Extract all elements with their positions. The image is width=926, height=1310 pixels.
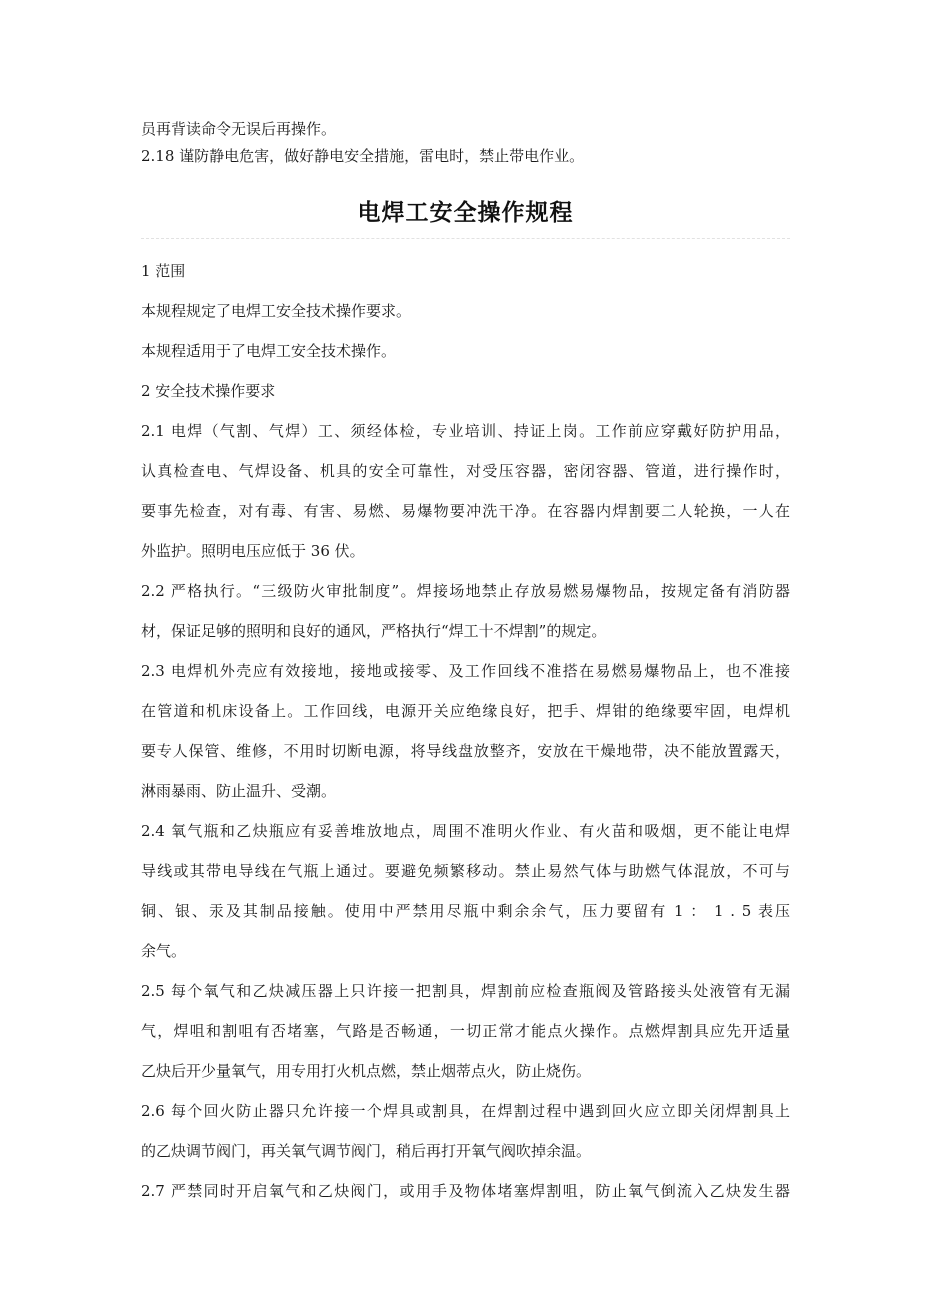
clause-2-4	[141, 811, 790, 971]
previous-section-line: 员再背读命令无误后再操作。	[141, 120, 337, 138]
text-line: 2.7 严禁同时开启氧气和乙炔阀门，或用手及物体堵塞焊割咀，防止氧气倒流入乙炔发生器	[141, 1182, 790, 1200]
text-line: 导线或其带电导线在气瓶上通过。要避免频繁移动。禁止易然气体与助燃气体混放，不可与	[141, 862, 790, 880]
text-line: 铜、银、汞及其制品接触。使用中严禁用尽瓶中剩余余气，压力要留有 1 ： 1 . 5 表压	[141, 902, 790, 920]
text-line: 淋雨暴雨、防止温升、受潮。	[141, 782, 337, 800]
clause-2-5	[141, 971, 790, 1091]
text-line: 余气。	[141, 942, 187, 960]
text-line: 乙炔后开少量氧气，用专用打火机点燃，禁止烟蒂点火，防止烧伤。	[141, 1062, 592, 1080]
document-title: 电焊工安全操作规程	[357, 200, 574, 226]
previous-section-tail	[141, 116, 801, 170]
text-line: 的乙炔调节阀门，再关氧气调节阀门，稍后再打开氧气阀吹掉余温。	[141, 1142, 592, 1160]
text-line: 2.4 氧气瓶和乙炔瓶应有妥善堆放地点，周围不准明火作业、有火苗和吸烟，更不能让电焊	[141, 822, 790, 840]
text-line: 2.5 每个氧气和乙炔减压器上只许接一把割具，焊割前应检查瓶阀及管路接头处液管有无漏	[141, 982, 790, 1000]
text-line: 2.6 每个回火防止器只允许接一个焊具或割具，在焊割过程中遇到回火应立即关闭焊割具上	[141, 1102, 790, 1120]
clause-2-7	[141, 1171, 790, 1211]
text-line: 外监护。照明电压应低于 36 伏。	[141, 542, 365, 560]
text-line: 本规程规定了电焊工安全技术操作要求。	[141, 302, 412, 320]
clause-2-6	[141, 1091, 790, 1171]
paragraph	[141, 331, 790, 371]
title-divider	[141, 238, 790, 239]
section-heading-scope	[141, 251, 790, 291]
text-line: 本规程适用于了电焊工安全技术操作。	[141, 342, 397, 360]
text-line: 气，焊咀和割咀有否堵塞，气路是否畅通，一切正常才能点火操作。点燃焊割具应先开适量	[141, 1022, 790, 1040]
text-line: 2.1 电焊（气割、气焊）工、须经体检，专业培训、持证上岗。工作前应穿戴好防护用品，	[141, 422, 790, 440]
text-line: 2.3 电焊机外壳应有效接地，接地或接零、及工作回线不准搭在易燃易爆物品上，也不准接	[141, 662, 790, 680]
text-line: 在管道和机床设备上。工作回线，电源开关应绝缘良好，把手、焊钳的绝缘要牢固，电焊机	[141, 702, 790, 720]
text-line: 2 安全技术操作要求	[141, 382, 276, 400]
document-body	[141, 251, 790, 1211]
clause-2-3	[141, 651, 790, 811]
text-line: 要专人保管、维修，不用时切断电源，将导线盘放整齐，安放在干燥地带，决不能放置露天，	[141, 742, 790, 760]
text-line: 2.2 严格执行。“三级防火审批制度”。焊接场地禁止存放易燃易爆物品，按规定备有消防器	[141, 582, 790, 600]
clause-2-1	[141, 411, 790, 571]
text-line: 1 范围	[141, 262, 186, 280]
previous-section-line: 2.18 谨防静电危害，做好静电安全措施，雷电时，禁止带电作业。	[141, 147, 585, 165]
text-line: 材，保证足够的照明和良好的通风，严格执行“焊工十不焊割”的规定。	[141, 622, 607, 640]
section-heading-requirements	[141, 371, 790, 411]
paragraph	[141, 291, 790, 331]
text-line: 要事先检查，对有毒、有害、易燃、易爆物要冲洗干净。在容器内焊割要二人轮换，一人在	[141, 502, 790, 520]
clause-2-2	[141, 571, 790, 651]
text-line: 认真检查电、气焊设备、机具的安全可靠性，对受压容器，密闭容器、管道，进行操作时，	[141, 462, 790, 480]
